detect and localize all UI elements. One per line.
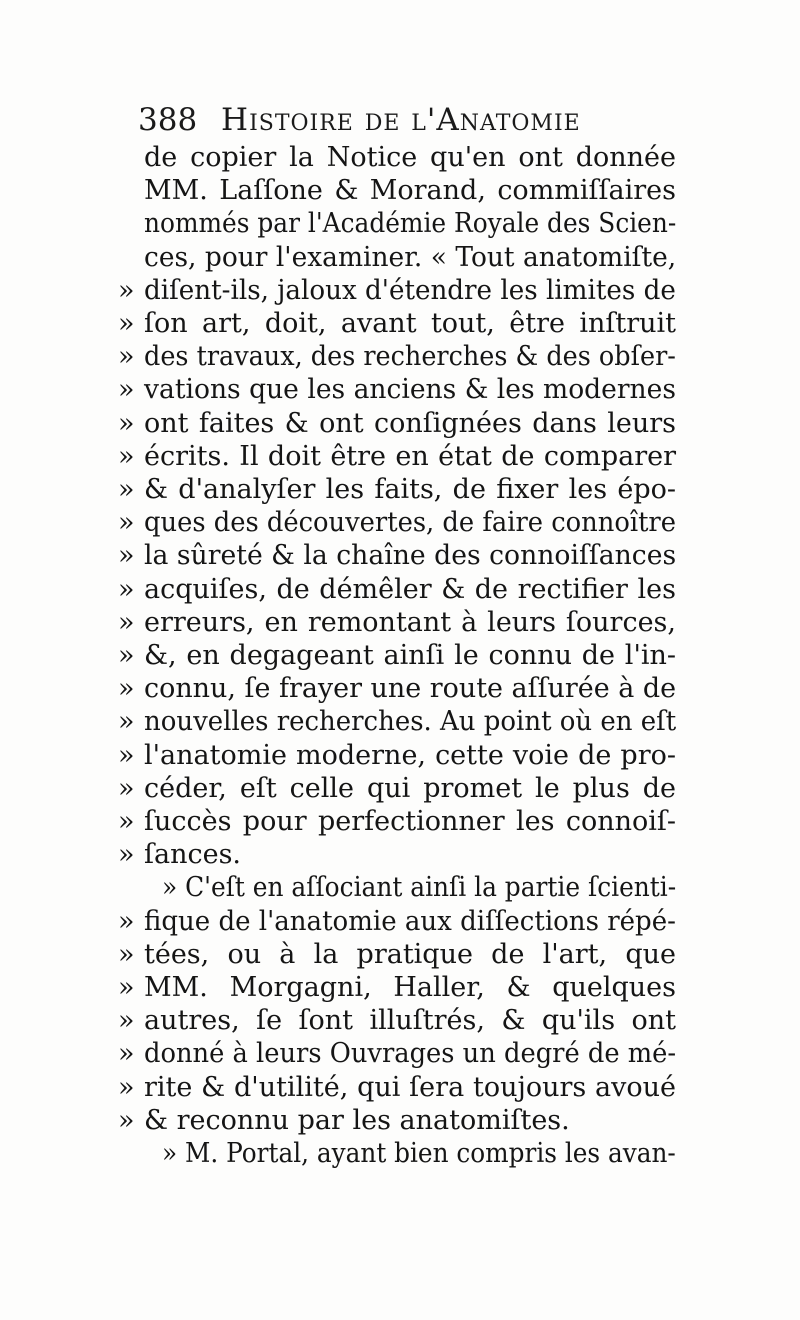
line-text: & reconnu par les anatomiſtes. (144, 1104, 570, 1136)
quote-marker: » (118, 606, 135, 638)
line-text: ſances. (144, 839, 242, 871)
quote-marker: » (118, 772, 135, 804)
line-text: autres, ſe ſont illuſtrés, & qu'ils ont (144, 1005, 676, 1037)
line-text: erreurs, en remontant à leurs ſources, (144, 606, 676, 638)
line-text: de copier la Notice qu'en ont donnée (144, 142, 676, 173)
quote-marker: » (118, 1038, 135, 1070)
quote-marker: » (118, 374, 135, 406)
quote-marker: » (118, 341, 135, 373)
quote-marker: » (118, 673, 135, 705)
line-text: des travaux, des recherches & des obſer- (144, 341, 676, 373)
line-text: ſuccès pour perfectionner les connoiſ- (144, 806, 677, 837)
running-title: Histoire de l'Anatomie (221, 102, 581, 138)
line-text: la sûreté & la chaîne des connoiſſances (144, 540, 677, 572)
line-text: » M. Portal, ayant bien compris les avan- (162, 1138, 676, 1169)
line-text: l'anatomie moderne, cette voie de pro- (144, 739, 676, 771)
line-text: écrits. Il doit être en état de comparer (144, 440, 676, 472)
line-text: fique de l'anatomie aux diſſections répé- (144, 905, 676, 937)
line-text: rite & d'utilité, qui ſera toujours avoué (144, 1071, 677, 1103)
quote-marker: » (118, 706, 135, 738)
quote-marker: » (118, 806, 135, 837)
quote-marker: » (118, 573, 135, 605)
line-text: céder, eſt celle qui promet le plus de (144, 772, 677, 804)
line-text: ques des découvertes, de faire connoître (144, 507, 676, 539)
quote-marker: » (118, 407, 135, 439)
quote-marker: » (118, 972, 135, 1003)
line-text: acquiſes, de démêler & de rectifier les (144, 573, 676, 605)
quote-marker: » (118, 1071, 135, 1103)
quote-marker: » (118, 640, 135, 671)
line-text: ces, pour l'examiner. « Tout anatomiſte, (144, 241, 677, 273)
quote-marker: » (118, 905, 135, 937)
line-text: tées, ou à la pratique de l'art, que (144, 938, 676, 970)
line-text: vations que les anciens & les modernes (144, 374, 676, 406)
quote-marker: » (118, 440, 135, 472)
page-number: 388 (138, 102, 198, 138)
quote-marker: » (118, 739, 135, 771)
quote-marker: » (118, 507, 135, 539)
line-text: nouvelles recherches. Au point où en eſt (144, 706, 677, 738)
quote-marker: » (118, 839, 135, 871)
line-text: connu, ſe frayer une route aſſurée à de (144, 673, 677, 705)
line-text: ſon art, doit, avant tout, être inſtruit (144, 308, 677, 339)
quote-marker: » (118, 308, 135, 339)
running-header (138, 100, 581, 140)
line-text: MM. Laſſone & Morand, commiſſaires (144, 175, 676, 207)
line-text: & d'analyſer les faits, de fixer les épo- (144, 474, 676, 505)
quote-marker: » (118, 474, 135, 505)
quote-marker: » (118, 274, 135, 306)
line-text: nommés par l'Académie Royale des Scien- (144, 208, 677, 240)
quote-marker: » (118, 1104, 135, 1136)
line-text: ont faites & ont conſignées dans leurs (144, 407, 677, 439)
line-text: MM. Morgagni, Haller, & quelques (144, 972, 677, 1003)
line-text: diſent-ils, jaloux d'étendre les limites de (144, 274, 676, 306)
line-text: » C'eſt en aſſociant ainſi la partie ſcienti- (162, 872, 677, 904)
quote-marker: » (118, 540, 135, 572)
line-text: &, en degageant ainſi le connu de l'in- (144, 640, 677, 671)
line-text: donné à leurs Ouvrages un degré de mé- (144, 1038, 677, 1070)
quote-marker: » (118, 938, 135, 970)
quote-marker: » (118, 1005, 135, 1037)
